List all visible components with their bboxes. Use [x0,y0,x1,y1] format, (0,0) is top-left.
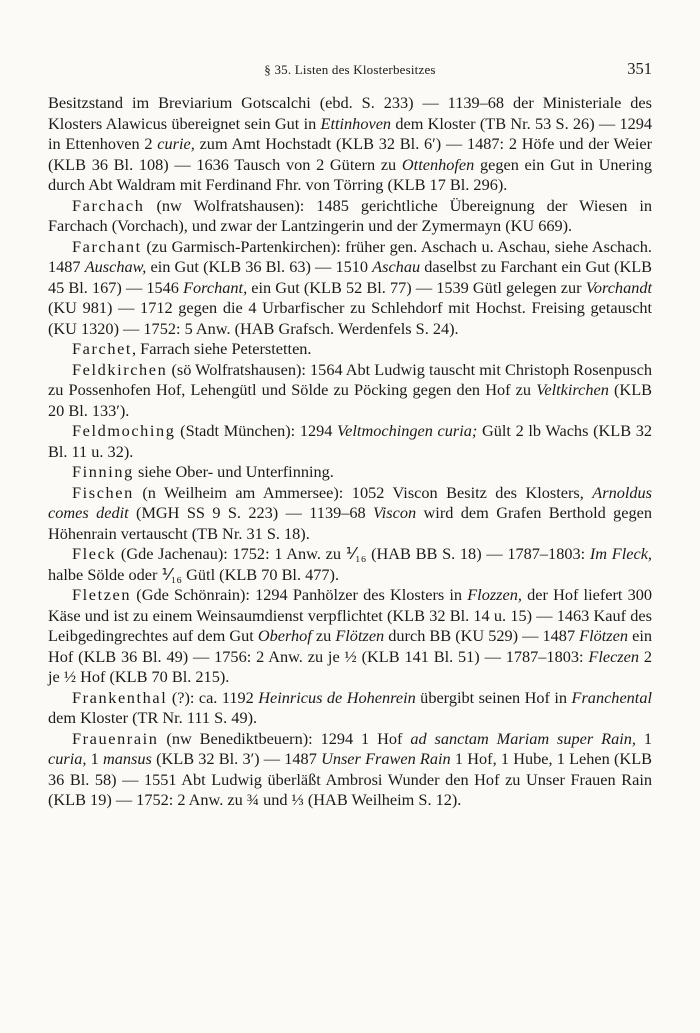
text-segment: wird dem Grafen Berthold gegen Höhenrain vertauscht (TB Nr. 31 S. 18). [48,503,653,543]
paragraph [48,462,652,483]
text-segment: (Stadt München): 1294 [175,421,338,440]
entry-headword: Fischen [72,482,134,502]
italic-text: Veltmochingen curia; [337,421,478,440]
italic-text: Ettinhoven [320,113,392,133]
text-segment: (nw Wolfratshausen): 1485 gerichtliche Übereignung der Wiesen in Farchach (Vorchach), und zwar der Lantzingerin und der Zymermayn (KU 669). [48,195,652,235]
entry-headword: Fletzen [72,585,132,604]
entry-headword: Fleck [72,544,117,563]
italic-text: Forchant, [183,277,248,297]
entry-headword: Feldkirchen [72,359,168,379]
entry-headword: Frankenthal [72,687,168,707]
paragraph [48,483,652,545]
text-segment: (MGH SS 9 S. 223) — 1139–68 [128,503,374,522]
entry-headword: Farchant [72,236,142,256]
italic-text: Auschaw, [84,257,147,276]
text-segment: durch BB (KU 529) — 1487 [384,626,580,645]
text-segment: (Gde Jachenau): 1752: 1 Anw. zu ⅟₁₆ (HAB BB S. 18) — 1787–1803: [116,544,590,563]
entry-headword: Frauenrain [72,728,159,748]
text-segment: dem Kloster (TB Nr. 53 S. 26) — 1294 in Ettenhoven 2 [48,113,653,153]
paragraph [48,339,652,360]
paragraph [48,688,652,729]
text-segment: ein Gut (KLB 36 Bl. 63) — 1510 [146,257,373,276]
paragraph [48,237,652,340]
text-segment: (n Weilheim am Ammersee): 1052 Viscon Besitz des Klosters, [133,482,593,502]
text-segment: (Gde Schönrain): 1294 Panhölzer des Klosters in [131,585,468,604]
text-segment: dem Kloster (TR Nr. 111 S. 49). [48,708,258,727]
italic-text: curia, [48,749,87,768]
text-segment: 1 [635,728,652,748]
text-segment: 1 [86,749,104,768]
text-segment: 2 je ½ Hof (KLB 70 Bl. 215). [48,646,652,686]
paragraph [48,360,652,422]
text-segment: der Hof liefert 300 Käse und ist zu einem Weinsaumdienst verpflichtet (KLB 32 Bl. 14 u. 15) — 1463 Kauf des Leibgedingrechtes auf dem Gut [48,585,652,645]
entry-headword: Farchet [72,339,133,358]
paragraph [48,544,652,585]
italic-text: Fleczen [588,646,639,666]
entry-headword: Finning [72,462,134,481]
italic-text: Aschau [372,257,421,276]
text-segment: (zu Garmisch-Partenkirchen): früher gen. Aschach u. Aschau, siehe Aschach. 1487 [48,236,652,276]
text-segment: , Farrach siehe Peterstetten. [132,339,312,358]
paragraph [48,196,652,237]
text-segment: Besitzstand im Breviarium Gotscalchi (ebd. S. 233) — 1139–68 der Ministeriale des Klosters Alawicus übereignet sein Gut in [48,93,652,133]
italic-text: Vorchandt [585,277,653,297]
italic-text: Ottenhofen [401,154,475,174]
text-segment: Gült 2 lb Wachs (KLB 32 Bl. 11 u. 32). [48,421,652,461]
italic-text: Franchental [571,687,652,707]
text-segment: gegen ein Gut in Unering durch Abt Waldram mit Ferdinand Fhr. von Törring (KLB 17 Bl. 296). [48,154,653,194]
text-segment: (sö Wolfratshausen): 1564 Abt Ludwig tauscht mit Christoph Rosenpusch zu Possenhofen Hof, Lehengütl und Sölde zu Pöcking gegen den Hof zu [48,359,652,399]
italic-text: Im Fleck, [589,544,652,563]
entry-headword: Farchach [72,195,145,215]
text-segment: ein Gut (KLB 52 Bl. 77) — 1539 Gütl gelegen zur [247,277,586,297]
text-segment: (KU 981) — 1712 gegen die 4 Urbarfischer zu Schlehdorf mit Hochst. Freising getauscht (KU 1320) — 1752: 5 Anw. (HAB Grafsch. Werdenfels S. 24). [48,298,652,338]
italic-text: Flötzen [579,626,629,645]
page-number: 351 [627,59,652,78]
italic-text: Oberhof [257,626,312,645]
text-segment: ein Hof (KLB 36 Bl. 49) — 1756: 2 Anw. zu je ½ (KLB 141 Bl. 51) — 1787–1803: [48,626,652,666]
italic-text: Flozzen, [467,585,522,604]
text-segment: (?): ca. 1192 [167,687,259,707]
running-header [48,59,652,82]
italic-text: Heinricus de Hohenrein [258,687,416,707]
italic-text: curie, [157,134,195,153]
paragraph [48,729,652,811]
paragraph [48,421,652,462]
text-segment: übergibt seinen Hof in [415,687,572,707]
text-segment: (KLB 20 Bl. 133′). [48,380,652,420]
text-segment: daselbst zu Farchant ein Gut (KLB 45 Bl. 167) — 1546 [48,257,653,297]
text-segment: (nw Benediktbeuern): 1294 1 Hof [158,728,411,748]
text-segment: zum Amt Hochstadt (KLB 32 Bl. 6′) — 1487: 2 Höfe und der Weier (KLB 36 Bl. 108) — 1636 Tausch von 2 Gütern zu [48,134,652,174]
entry-headword: Feldmoching [72,421,176,440]
italic-text: Veltkirchen [536,380,609,399]
header-title: § 35. Listen des Klosterbesitzes [264,62,436,77]
text-segment: (KLB 32 Bl. 3′) — 1487 [151,749,322,768]
italic-text: Viscon [373,503,417,522]
paragraph [48,585,652,688]
italic-text: Unser Frawen Rain [321,749,451,768]
italic-text: ad sanctam Mariam super Rain, [410,728,636,748]
text-segment: siehe Ober- und Unterfinning. [133,462,334,481]
italic-text: mansus [103,749,152,768]
italic-text: Flötzen [335,626,385,645]
text-segment: 1 Hof, 1 Hube, 1 Lehen (KLB 36 Bl. 58) — 1551 Abt Ludwig überläßt Ambrosi Wunder den Hof zu Unser Frauen Rain (KLB 19) — 1752: 2 Anw. zu ¾ und ⅓ (HAB Weilheim S. 12). [48,749,652,809]
text-segment: halbe Sölde oder ⅟₁₆ Gütl (KLB 70 Bl. 477). [48,564,340,584]
paragraph [48,93,652,196]
body-text [48,93,652,811]
text-segment: zu [311,626,336,645]
italic-text: Arnoldus comes dedit [48,482,652,522]
